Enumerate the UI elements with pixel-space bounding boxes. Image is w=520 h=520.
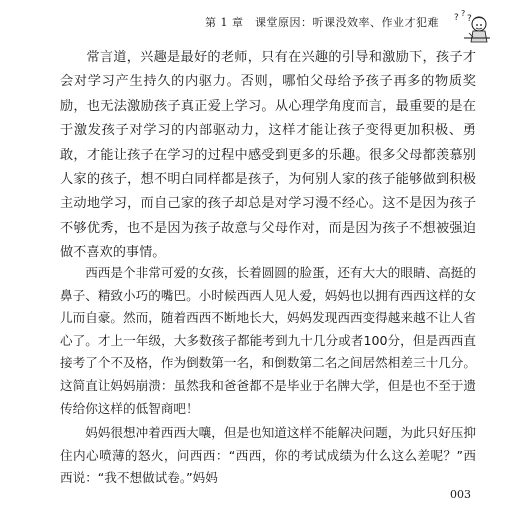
thinking-student-icon: [452, 8, 492, 48]
svg-text:?: ?: [467, 14, 472, 24]
body-paragraph: 常言道，兴趣是最好的老师，只有在兴趣的引导和激励下，孩子才会对学习产生持久的内驱力。否则，哪怕父母给予孩子再多的物质奖励，也无法激励孩子真正爱上学习。从心理学角度而言，最重要的是在于激发孩子对学习的内部驱动力，这样才能让孩子变得更加积极、勇敢，才能让孩子在学习的过程中感受到更多的乐趣。很多父母都羡慕别人家的孩子，想不明白同样都是孩子，为何别人家的孩子能够做到积极主动地学习，而自己家的孩子却总是对学习漫不经心。这不是因为孩子不够优秀，也不是因为孩子故意与父母作对，而是因为孩子不想被强迫做不喜欢的事情。: [60, 50, 476, 261]
story-paragraph: 妈妈很想冲着西西大嚷，但是也知道这样不能解决问题，为此只好压抑住内心喷薄的怒火，问西西：“西西，你的考试成绩为什么这么差呢？”西西说：“我不想做试卷。”妈妈: [60, 425, 476, 486]
svg-text:?: ?: [461, 9, 466, 18]
svg-text:?: ?: [454, 13, 459, 23]
story-paragraph: 西西是个非常可爱的女孩，长着圆圆的脸蛋，还有大大的眼睛、高挺的鼻子、精致小巧的嘴巴。小时候西西人见人爱，妈妈也以拥有西西这样的女儿而自豪。然而，随着西西不断地长大，妈妈发现西西变得越来越不让人省心了。才上一年级，大多数孩子都能考到九十几分或者100分，但是西西直接考了个不及格，作为倒数第一名，和倒数第二名之间居然相差三十几分。这简直让妈妈崩溃：虽然我和爸爸都不是毕业于名牌大学，但是也不至于遗传给你这样的低智商吧！: [60, 265, 476, 416]
page-number: 003: [450, 488, 471, 501]
running-head: 第 1 章 课堂原因：听课没效率、作业才犯难: [205, 16, 439, 29]
